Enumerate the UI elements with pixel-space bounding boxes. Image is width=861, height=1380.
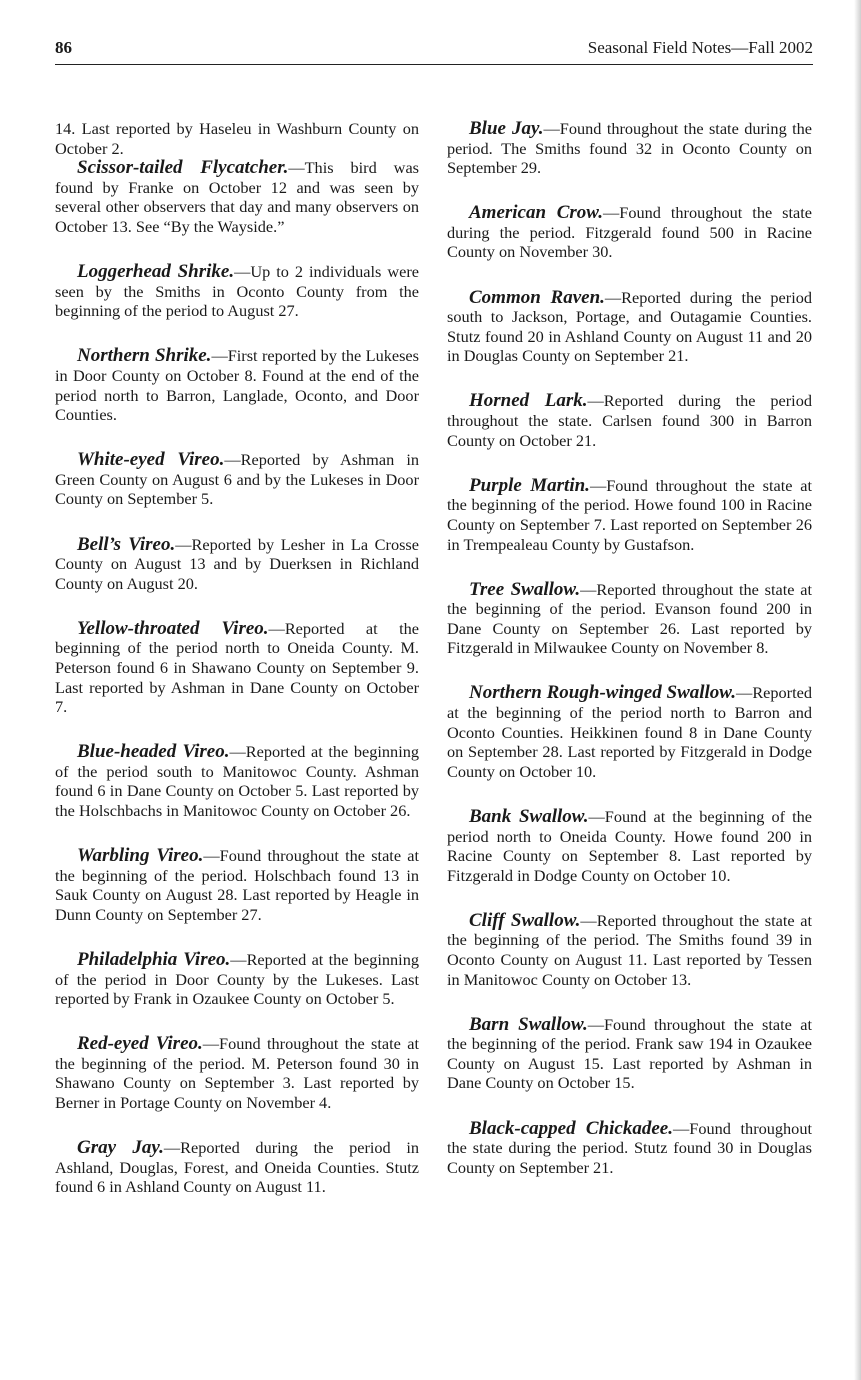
left-column: [55, 119, 419, 1197]
species-entry: [447, 391, 812, 450]
species-entry: [447, 288, 812, 366]
species-entry: [447, 203, 812, 262]
species-account: —Reported at the beginning of the period north to Oneida County. M. Peterson found 6 in Shawano County on September 9. Last reported by Ashman in Dane County on October 7.: [55, 618, 419, 717]
species-name: Bell’s Vireo.: [77, 533, 176, 555]
species-name: Purple Martin.: [469, 474, 590, 496]
species-name: Loggerhead Shrike.: [77, 261, 235, 283]
species-entry: [55, 262, 419, 321]
species-account: —Found throughout the state at the beginning of the period. Howe found 100 in Racine County on September 7. Last reported on September 26 in Trempealeau County by Gustafson.: [447, 475, 812, 554]
species-account: —Found throughout the state at the beginning of the period. M. Peterson found 30 in Shawano County on September 3. Last reported by Berner in Portage County on November 4.: [55, 1034, 419, 1113]
species-entry: [447, 476, 812, 554]
species-entry: [447, 683, 812, 781]
species-name: Bank Swallow.: [469, 805, 589, 827]
species-entry: [55, 846, 419, 924]
species-account: —Reported by Ashman in Green County on August 6 and by the Lukeses in Door County on September 5.: [55, 450, 419, 509]
species-account: —Reported throughout the state at the beginning of the period. The Smiths found 39 in Oconto County on August 11. Last reported by Tessen in Manitowoc County on October 13.: [447, 910, 813, 989]
species-name: Blue-headed Vireo.: [77, 741, 230, 763]
species-account: —Reported during the period in Ashland, Douglas, Forest, and Oneida Counties. Stutz found 6 in Ashland County on August 11.: [55, 1138, 419, 1197]
species-name: Horned Lark.: [469, 390, 588, 412]
species-account: —Found throughout the state during the period. Stutz found 30 in Douglas County on September 21.: [447, 1118, 812, 1177]
species-name: Tree Swallow.: [469, 578, 581, 600]
species-entry: [55, 535, 419, 594]
species-account: —Reported throughout the state at the beginning of the period. Evanson found 200 in Dane County on September 26. Last reported by Fitzgerald in Milwaukee County on November 8.: [447, 579, 812, 658]
species-account: —Reported during the period south to Jackson, Portage, and Outagamie Counties. Stutz found 20 in Ashland County on August 11 and 20 in Douglas County on September 21.: [447, 287, 812, 366]
species-account: —Up to 2 individuals were seen by the Smiths in Oconto County from the beginning of the period to August 27.: [55, 262, 419, 321]
species-account: —Found throughout the state at the beginning of the period. Frank saw 194 in Ozaukee County on August 15. Last reported by Ashman in Dane County on October 15.: [447, 1014, 812, 1093]
species-account: —This bird was found by Franke on October 12 and was seen by several other observers that day and many observers on October 13. See “By the Wayside.”: [55, 158, 420, 236]
species-account: —Reported at the beginning of the period north to Barron and Oconto Counties. Heikkinen found 8 in Dane County on September 28. Last reported by Fitzgerald in Dodge County on October 10.: [447, 683, 812, 781]
species-entry: [447, 1015, 812, 1093]
species-name: Common Raven.: [469, 286, 605, 308]
species-entry: [55, 450, 419, 509]
species-name: Cliff Swallow.: [469, 909, 581, 931]
species-name: Gray Jay.: [77, 1137, 164, 1159]
species-account: —Reported at the beginning of the period in Door County by the Lukeses. Last reported by Frank in Ozaukee County on October 5.: [55, 950, 419, 1009]
species-account: —Found throughout the state at the beginning of the period. Holschbach found 13 in Sauk County on August 28. Last reported by Heagle in Dunn County on September 27.: [55, 846, 420, 924]
species-entry: [447, 807, 812, 885]
species-entry: [55, 346, 419, 424]
running-title: Seasonal Field Notes—Fall 2002: [587, 38, 813, 57]
species-entry: [447, 1119, 812, 1178]
species-entry: [447, 119, 812, 178]
species-account: —First reported by the Lukeses in Door County on October 8. Found at the end of the period north to Barron, Langlade, Oconto, and Door Counties.: [55, 346, 419, 425]
species-account: —Found throughout the state during the period. The Smiths found 32 in Oconto County on September 29.: [447, 119, 812, 178]
species-account: —Reported at the beginning of the period south to Manitowoc County. Ashman found 6 in Dane County on October 5. Last reported by the Holschbachs in Manitowoc County on October 26.: [55, 742, 419, 821]
species-name: Northern Shrike.: [77, 345, 212, 367]
species-entry: [55, 1138, 419, 1197]
species-name: White-eyed Vireo.: [77, 449, 225, 471]
species-name: Northern Rough-winged Swallow.: [469, 682, 737, 704]
species-name: Yellow-throated Vireo.: [77, 617, 269, 639]
right-column: [447, 119, 812, 1177]
species-entry: [447, 911, 812, 989]
page-header: [55, 38, 813, 65]
species-entry: [55, 950, 419, 1009]
species-name: American Crow.: [469, 202, 603, 224]
species-entry: [55, 742, 419, 820]
page-number: 86: [55, 38, 72, 57]
species-name: Philadelphia Vireo.: [77, 949, 231, 970]
species-account: —Found at the beginning of the period north to Oneida County. Howe found 200 in Racine County on September 8. Last reported by Fitzgerald in Dodge County on October 10.: [447, 806, 812, 885]
page-edge-shadow: [854, 0, 861, 1380]
species-entry: [55, 1034, 419, 1112]
species-name: Black-capped Chickadee.: [469, 1117, 673, 1139]
species-entry: [55, 619, 419, 717]
species-name: Scissor-tailed Flycatcher.: [77, 157, 289, 179]
continuation-text: 14. Last reported by Haseleu in Washburn County on October 2.: [55, 119, 419, 158]
species-entry: [447, 580, 812, 658]
species-entry: [55, 158, 419, 236]
species-name: Red-eyed Vireo.: [77, 1033, 203, 1055]
species-account: —Found throughout the state during the period. Fitzgerald found 500 in Racine County on November 30.: [447, 203, 812, 262]
species-name: Barn Swallow.: [469, 1013, 588, 1035]
species-account: —Reported by Lesher in La Crosse County on August 13 and by Duerksen in Richland County on August 20.: [55, 534, 419, 593]
species-name: Blue Jay.: [469, 118, 544, 139]
species-name: Warbling Vireo.: [77, 845, 204, 867]
species-account: —Reported during the period throughout the state. Carlsen found 300 in Barron County on October 21.: [447, 391, 812, 450]
